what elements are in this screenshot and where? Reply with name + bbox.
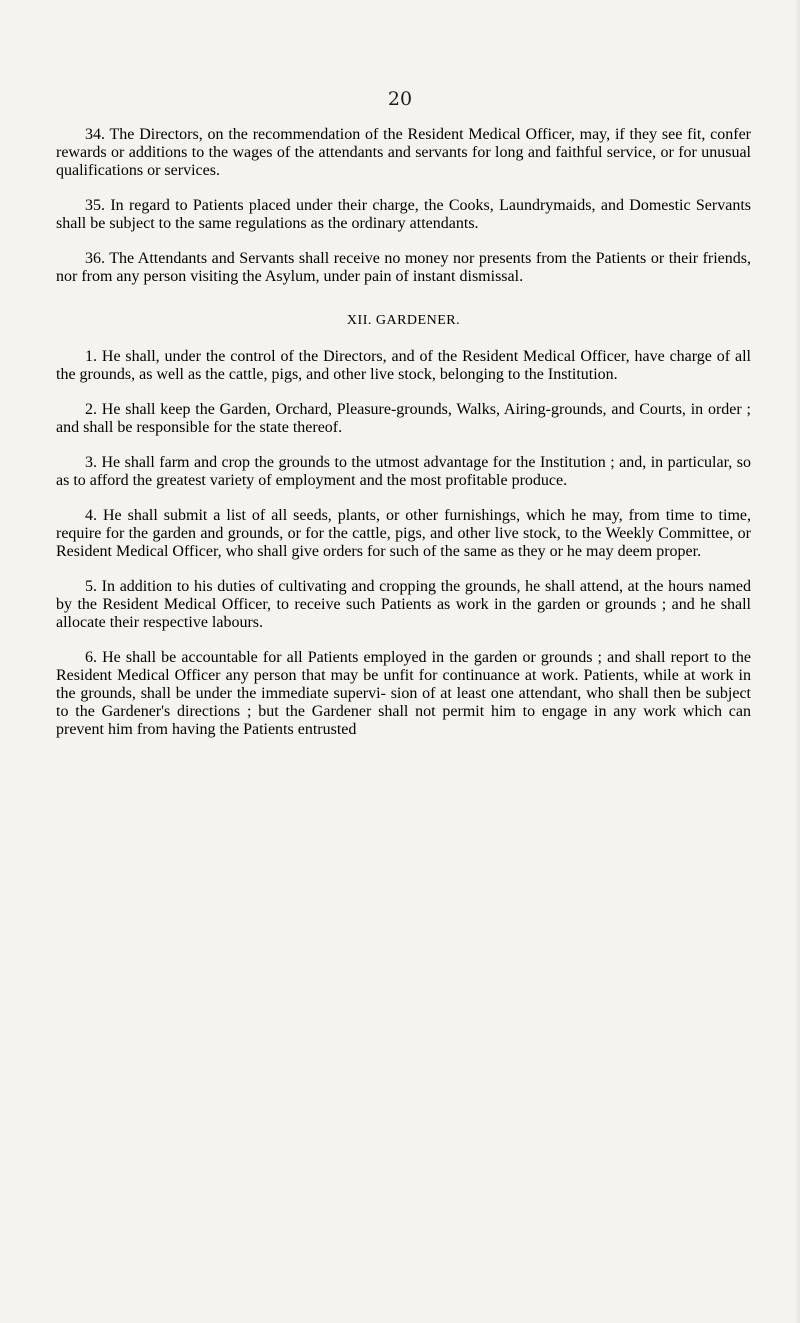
- paragraph-34: 34. The Directors, on the recommendation of the Resident Medical Officer, may, if they see fit, confer rewards or additions to the wages of the attendants and servants for long and faithful service, or for unusual qualifications or services.: [56, 126, 751, 179]
- gardener-paragraph-2: 2. He shall keep the Garden, Orchard, Pleasure-grounds, Walks, Airing-grounds, and Courts, in order ; and shall be responsible for the state thereof.: [56, 401, 751, 436]
- page-number: 20: [387, 88, 413, 110]
- gardener-paragraph-1: 1. He shall, under the control of the Directors, and of the Resident Medical Officer, have charge of all the grounds, as well as the cattle, pigs, and other live stock, belonging to the Institution.: [56, 348, 751, 383]
- gardener-paragraph-6: 6. He shall be accountable for all Patients employed in the garden or grounds ; and shall report to the Resident Medical Officer any person that may be unfit for continuance at work. Patients, while at work in the grounds, shall be under the immediate supervi- sion of at least one attendant, who shall then be subject to the Gardener's directions ; but the Gardener shall not permit him to engage in any work which can prevent him from having the Patients entrusted: [56, 649, 751, 738]
- paragraph-36: 36. The Attendants and Servants shall receive no money nor presents from the Patients or their friends, nor from any person visiting the Asylum, under pain of instant dismissal.: [56, 250, 751, 285]
- gardener-paragraph-3: 3. He shall farm and crop the grounds to the utmost advantage for the Institution ; and, in particular, so as to afford the greatest variety of employment and the most profitable produce.: [56, 454, 751, 489]
- gardener-paragraph-5: 5. In addition to his duties of cultivating and cropping the grounds, he shall attend, at the hours named by the Resident Medical Officer, to receive such Patients as work in the garden or grounds ; and he shall allocate their respective labours.: [56, 578, 751, 631]
- page-edge-shadow: [794, 0, 800, 1323]
- paragraph-35: 35. In regard to Patients placed under their charge, the Cooks, Laundrymaids, and Domestic Servants shall be subject to the same regulations as the ordinary attendants.: [56, 197, 751, 232]
- section-heading-gardener: XII. GARDENER.: [346, 313, 461, 328]
- document-body: [56, 126, 751, 739]
- gardener-paragraph-4: 4. He shall submit a list of all seeds, plants, or other furnishings, which he may, from time to time, require for the garden and grounds, or for the cattle, pigs, and other live stock, to the Weekly Committee, or Resident Medical Officer, who shall give orders for such of the same as they or he may deem proper.: [56, 507, 751, 560]
